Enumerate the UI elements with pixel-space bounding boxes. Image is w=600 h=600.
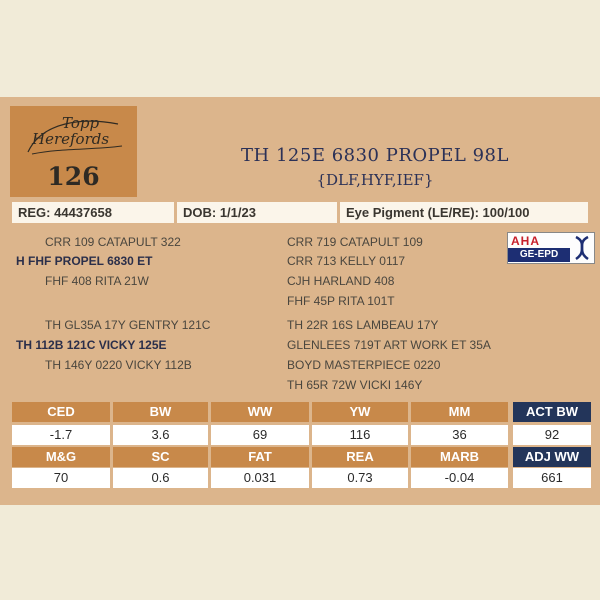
epd-value: 36 xyxy=(411,425,508,445)
epd-header: M&G xyxy=(12,447,110,467)
reg-number: REG: 44437658 xyxy=(12,202,174,223)
animal-name: TH 125E 6830 PROPEL 98L xyxy=(241,145,509,166)
epd-value: -1.7 xyxy=(12,425,110,445)
pedigree-right-line: BOYD MASTERPIECE 0220 xyxy=(287,358,441,372)
epd-value: 0.6 xyxy=(113,468,208,488)
pedigree-dam: TH 112B 121C VICKY 125E xyxy=(16,338,167,352)
adj-ww-label: ADJ WW xyxy=(513,447,591,467)
pedigree-right-line: CRR 713 KELLY 0117 xyxy=(287,254,406,268)
pedigree-right-line: CRR 719 CATAPULT 109 xyxy=(287,235,423,249)
pedigree-right-line: GLENLEES 719T ART WORK ET 35A xyxy=(287,338,491,352)
epd-header: BW xyxy=(113,402,208,422)
logo xyxy=(28,114,128,154)
epd-value: 0.73 xyxy=(312,468,408,488)
pedigree-right-line: FHF 45P RITA 101T xyxy=(287,294,395,308)
epd-value: 70 xyxy=(12,468,110,488)
epd-value: 3.6 xyxy=(113,425,208,445)
genetic-status: {DLF,HYF,IEF} xyxy=(316,171,434,189)
pedigree-right-line: TH 22R 16S LAMBEAU 17Y xyxy=(287,318,439,332)
pedigree-right-line: CJH HARLAND 408 xyxy=(287,274,395,288)
epd-header: MM xyxy=(411,402,508,422)
epd-header: MARB xyxy=(411,447,508,467)
epd-header: CED xyxy=(12,402,110,422)
dna-swirl-icon xyxy=(572,235,592,261)
pedigree-sire-sire: CRR 109 CATAPULT 322 xyxy=(45,235,181,249)
act-bw-label: ACT BW xyxy=(513,402,591,422)
eye-pigment: Eye Pigment (LE/RE): 100/100 xyxy=(340,202,588,223)
epd-header: SC xyxy=(113,447,208,467)
logo-line2: Herefords xyxy=(32,130,110,148)
date-of-birth: DOB: 1/1/23 xyxy=(177,202,337,223)
pedigree-right-line: TH 65R 72W VICKI 146Y xyxy=(287,378,423,392)
pedigree-dam-sire: TH GL35A 17Y GENTRY 121C xyxy=(45,318,211,332)
epd-value: 0.031 xyxy=(211,468,309,488)
pedigree-sire-dam: FHF 408 RITA 21W xyxy=(45,274,149,288)
epd-value: 116 xyxy=(312,425,408,445)
epd-header: YW xyxy=(312,402,408,422)
logo-line1: Topp xyxy=(62,114,100,132)
epd-value: 69 xyxy=(211,425,309,445)
lot-number: 126 xyxy=(47,162,100,191)
aha-ge-epd-badge xyxy=(507,232,595,264)
pedigree-sire: H FHF PROPEL 6830 ET xyxy=(16,254,153,268)
badge-bottom-text: GE-EPD xyxy=(508,248,570,262)
act-bw-value: 92 xyxy=(513,425,591,445)
epd-header: WW xyxy=(211,402,309,422)
epd-header: FAT xyxy=(211,447,309,467)
badge-top-text: AHA xyxy=(511,234,540,248)
epd-value: -0.04 xyxy=(411,468,508,488)
pedigree-dam-dam: TH 146Y 0220 VICKY 112B xyxy=(45,358,192,372)
adj-ww-value: 661 xyxy=(513,468,591,488)
epd-header: REA xyxy=(312,447,408,467)
